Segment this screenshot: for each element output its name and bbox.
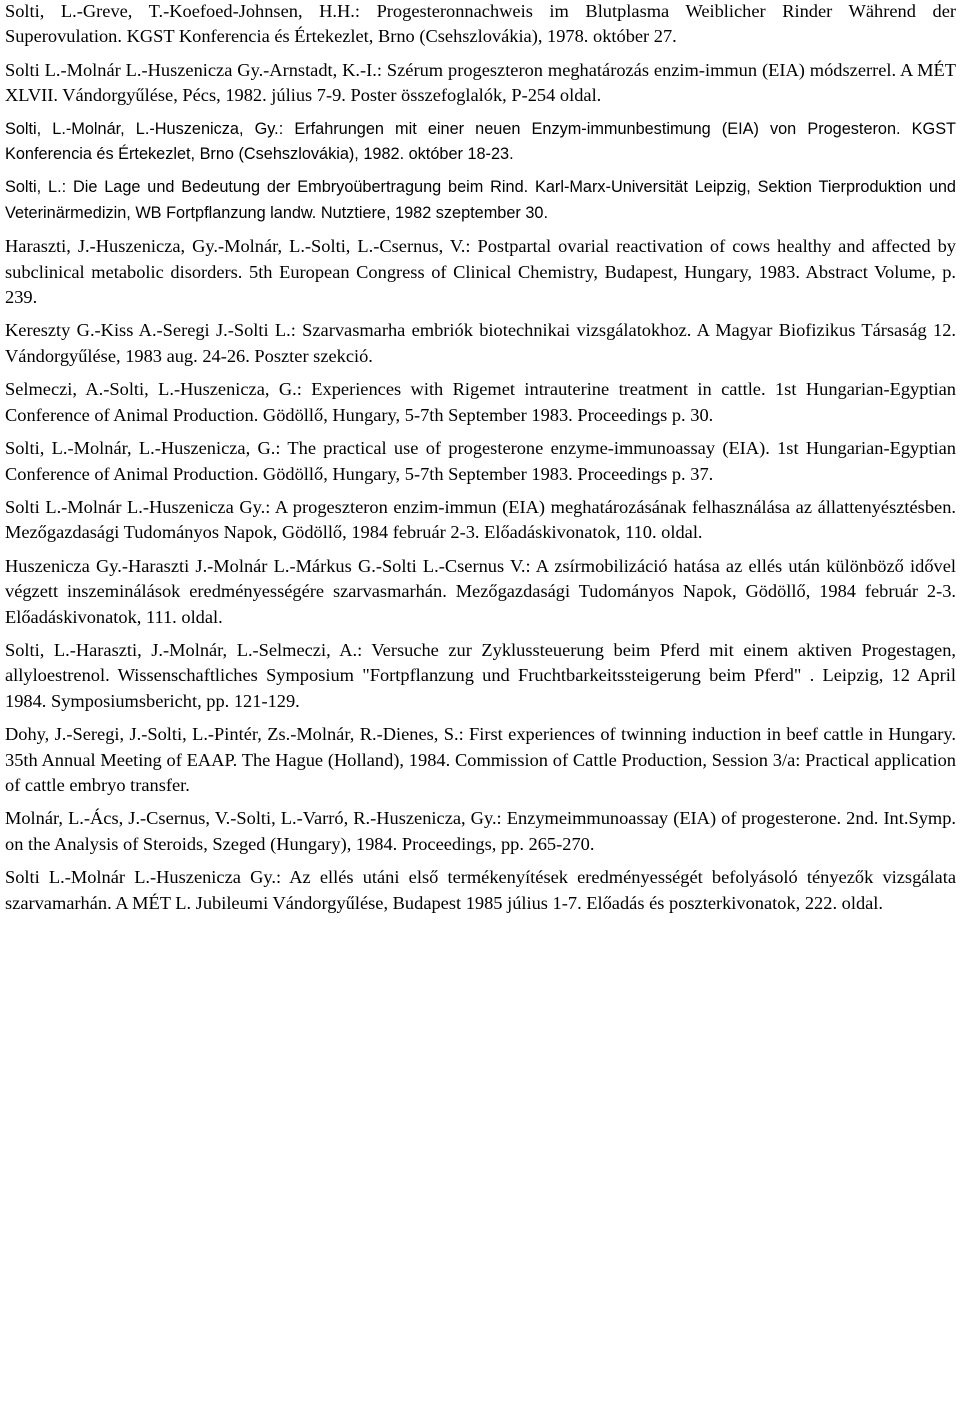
reference-item-1984-zsirmobilizacio: Huszenicza Gy.-Haraszti J.-Molnár L.-Márkus G.-Solti L.-Csernus V.: A zsírmobilizáció hatása az ellés után különböző idővel végzett inszeminálások eredményességére szarvasmarhán. Mezőgazdasági Tudományos Napok, Gödöllő, 1984 február 2-3. Előadáskivonatok, 111. oldal. xyxy=(5,555,956,627)
reference-item-1983-progesterone-eia: Solti, L.-Molnár, L.-Huszenicza, G.: The practical use of progesterone enzyme-immunoassay (EIA). 1st Hungarian-Egyptian Conference of Animal Production. Gödöllő, Hungary, 5-7th September 1983. Proceedings p. 37. xyxy=(5,438,956,484)
reference-item-1982-embryoubertragung: Solti, L.: Die Lage und Bedeutung der Embryoübertragung beim Rind. Karl-Marx-Universität Leipzig, Sektion Tierproduktion und Veterinärmedizin, WB Fortpflanzung landw. Nutztiere, 1982 szeptember 30. xyxy=(5,178,956,222)
reference-item-1984-enzymeimmunoassay: Molnár, L.-Ács, J.-Csernus, V.-Solti, L.-Varró, R.-Huszenicza, Gy.: Enzymeimmunoassay (EIA) of progesterone. 2nd. Int.Symp. on the Analysis of Steroids, Szeged (Hungary), 1984. Proceedings, pp. 265-270. xyxy=(5,808,956,854)
reference-item-1984-progeszteron-allattenyesztes: Solti L.-Molnár L.-Huszenicza Gy.: A progeszteron enzim-immun (EIA) meghatározásának felhasználása az állattenyésztésben. Mezőgazdasági Tudományos Napok, Gödöllő, 1984 február 2-3. Előadáskivonatok, 110. oldal. xyxy=(5,496,956,543)
reference-item-1983-rigemet: Selmeczi, A.-Solti, L.-Huszenicza, G.: Experiences with Rigemet intrauterine treatment in cattle. 1st Hungarian-Egyptian Conference of Animal Production. Gödöllő, Hungary, 5-7th September 1983. Proceedings p. 30. xyxy=(5,379,956,425)
reference-item-1985-elles-utani: Solti L.-Molnár L.-Huszenicza Gy.: Az ellés utáni első termékenyítések eredményességét befolyásoló tényezők vizsgálata szarvamarhán. A MÉT L. Jubileumi Vándorgyűlése, Budapest 1985 július 1-7. Előadás és poszterkivonatok, 222. oldal. xyxy=(5,867,956,913)
reference-item-1983-szarvasmarha-embriok: Kereszty G.-Kiss A.-Seregi J.-Solti L.: Szarvasmarha embriók biotechnikai vizsgálatokhoz. A Magyar Biofizikus Társaság 12. Vándorgyűlése, 1983 aug. 24-26. Poszter szekció. xyxy=(5,320,956,366)
reference-item-1978-progesteronnachweis: Solti, L.-Greve, T.-Koefoed-Johnsen, H.H.: Progesteronnachweis im Blutplasma Weiblicher Rinder Während der Superovulation. KGST Konferencia és Értekezlet, Brno (Csehszlovákia), 1978. október 27. xyxy=(5,1,956,47)
reference-list xyxy=(5,0,956,924)
reference-item-1984-zyklussteuerung-pferd: Solti, L.-Haraszti, J.-Molnár, L.-Selmeczi, A.: Versuche zur Zyklussteuerung beim Pferd mit einem aktiven Progestagen, allyloestrenol. Wissenschaftliches Symposium "Fortpflanzung und Fruchtbarkeitssteigerung beim Pferd" . Leipzig, 12 April 1984. Symposiumsbericht, pp. 121-129. xyxy=(5,639,956,711)
reference-item-1984-twinning-induction: Dohy, J.-Seregi, J.-Solti, L.-Pintér, Zs.-Molnár, R.-Dienes, S.: First experiences of twinning induction in beef cattle in Hungary. 35th Annual Meeting of EAAP. The Hague (Holland), 1984. Commission of Cattle Production, Session 3/a: Practical application of cattle embryo transfer. xyxy=(5,724,956,795)
reference-item-1982-szerum-progeszteron: Solti L.-Molnár L.-Huszenicza Gy.-Arnstadt, K.-I.: Szérum progeszteron meghatározás enzim-immun (EIA) módszerrel. A MÉT XLVII. Vándorgyűlése, Pécs, 1982. július 7-9. Poster összefoglalók, P-254 oldal. xyxy=(5,59,956,106)
reference-item-1983-postpartal-ovarial: Haraszti, J.-Huszenicza, Gy.-Molnár, L.-Solti, L.-Csernus, V.: Postpartal ovarial reactivation of cows healthy and affected by subclinical metabolic disorders. 5th European Congress of Clinical Chemistry, Budapest, Hungary, 1983. Abstract Volume, p. 239. xyxy=(5,236,956,308)
reference-item-1982-erfahrungen: Solti, L.-Molnár, L.-Huszenicza, Gy.: Erfahrungen mit einer neuen Enzym-immunbestimung (EIA) von Progesteron. KGST Konferencia és Értekezlet, Brno (Csehszlovákia), 1982. október 18-23. xyxy=(5,119,956,164)
